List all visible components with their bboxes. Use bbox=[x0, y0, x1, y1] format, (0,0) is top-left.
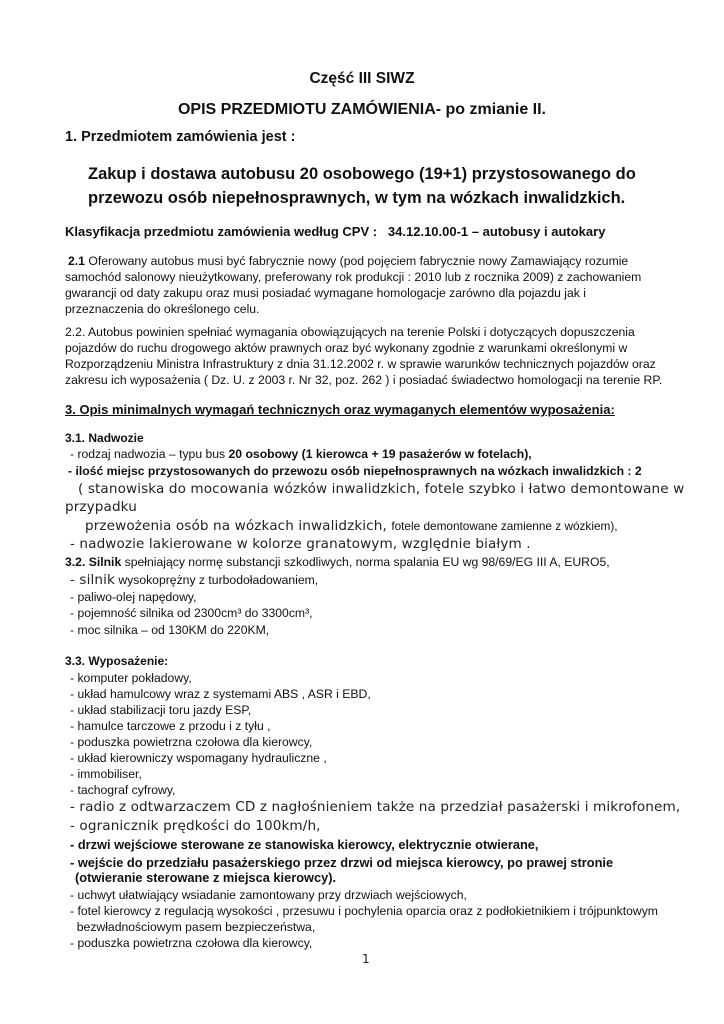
p21-line-1 bbox=[68, 253, 628, 269]
p22-line-1: 2.2. Autobus powinien spełniać wymagania obowiązujących na terenie Polski i dotyczących dopuszczenia bbox=[65, 325, 635, 339]
subject-line-2: przewozu osób niepełnosprawnych, w tym na wózkach inwalidzkich. bbox=[88, 189, 626, 207]
s33-item: - tachograf cyfrowy, bbox=[70, 783, 176, 797]
section1-heading: 1. Przedmiotem zamówienia jest : bbox=[65, 129, 296, 145]
s32-item1a: - silnik bbox=[70, 572, 115, 588]
p21-number: 2.1 bbox=[68, 254, 85, 268]
subject-line-1: Zakup i dostawa autobusu 20 osobowego (19+1) przystosowanego do bbox=[88, 165, 636, 183]
p22-line-2: pojazdów do ruchu drogowego aktów prawnych oraz być wykonany zgodnie z warunkami określonymi w bbox=[65, 341, 628, 355]
s32-item-capacity: - pojemność silnika od 2300cm³ do 3300cm³, bbox=[70, 606, 313, 620]
s32-line bbox=[65, 554, 610, 570]
s33-item-entry-line-1: - wejście do przedziału pasażerskiego przez drzwi od miejsca kierowcy, po prawej stronie bbox=[70, 855, 614, 870]
document-title: Część III SIWZ bbox=[309, 70, 415, 87]
s33-item-radio: - radio z odtwarzaczem CD z nagłośnieniem także na przedział pasażerski i mikrofonem, bbox=[70, 799, 681, 815]
p21-text-1: Oferowany autobus musi być fabrycznie nowy (pod pojęciem fabrycznie nowy Zamawiający rozumie bbox=[84, 254, 629, 268]
section3-heading: 3. Opis minimalnych wymagań technicznych oraz wymaganych elementów wyposażenia: bbox=[65, 402, 615, 417]
s33-item: - fotel kierowcy z regulacją wysokości , przesuwu i pochylenia oparcia oraz z podłokietnikiem i trójpunktowym bbox=[70, 904, 658, 918]
s31-item1-bold: 20 osobowy (1 kierowca + 19 pasażerów w fotelach), bbox=[228, 447, 532, 461]
s33-item: - komputer pokładowy, bbox=[70, 671, 192, 685]
s32-item1b: wysokoprężny z turbodoładowaniem, bbox=[114, 573, 319, 587]
s33-item: - układ hamulcowy wraz z systemami ABS , ASR i EBD, bbox=[70, 687, 371, 701]
s31-item-body-type bbox=[70, 446, 532, 462]
s31-item-paint: - nadwozie lakierowane w kolorze granatowym, względnie białym . bbox=[70, 536, 531, 552]
p21-line-4: przeznaczenia do określonego celu. bbox=[65, 302, 260, 316]
s32-item-fuel: - paliwo-olej napędowy, bbox=[70, 590, 197, 604]
p21-line-2: samochód salonowy nieużytkowany, preferowany rok produkcji : 2010 lub z rocznika 2009) z zachowaniem bbox=[65, 270, 642, 284]
s33-item-entry-line-2: (otwieranie sterowane z miejsca kierowcy). bbox=[75, 870, 337, 885]
s33-heading: 3.3. Wyposażenie: bbox=[65, 654, 169, 668]
s31-item1-prefix: - rodzaj nadwozia – typu bus bbox=[70, 447, 229, 461]
p22-line-3: Rozporządzeniu Ministra Infrastruktury z dnia 31.12.2002 r. w sprawie warunków technicznych pojazdów oraz bbox=[65, 357, 656, 371]
s31-item3-line-2: przypadku bbox=[65, 499, 137, 515]
document-subtitle: OPIS PRZEDMIOTU ZAMÓWIENIA- po zmianie II. bbox=[177, 101, 546, 118]
page-number: 1 bbox=[362, 952, 370, 966]
p22-line-4: zakresu ich wyposażenia ( Dz. U. z 2003 r. Nr 32, poz. 262 ) i posiadać świadectwo homologacji na terenie RP. bbox=[65, 373, 663, 387]
cpv-line bbox=[65, 224, 605, 239]
s33-item: - układ stabilizacji toru jazdy ESP, bbox=[70, 703, 252, 717]
s33-item: - poduszka powietrzna czołowa dla kierowcy, bbox=[70, 735, 313, 749]
s32-item-engine bbox=[70, 571, 318, 589]
s33-item: - hamulce tarczowe z przodu i z tyłu , bbox=[70, 719, 271, 733]
s32-intro: spełniający normę substancji szkodliwych, norma spalania EU wg 98/69/EG III A, EURO5, bbox=[121, 555, 610, 569]
s33-item: - immobiliser, bbox=[70, 767, 142, 781]
s33-item: - układ kierowniczy wspomagany hydrauliczne , bbox=[70, 751, 327, 765]
s31-item3-line-1: ( stanowiska do mocowania wózków inwalidzkich, fotele szybko i łatwo demontowane w bbox=[78, 481, 685, 497]
s33-item-limiter: - ogranicznik prędkości do 100km/h, bbox=[70, 818, 321, 834]
s31-item3-line-3a: przewożenia osób na wózkach inwalidzkich, bbox=[85, 518, 392, 534]
s32-heading: 3.2. Silnik bbox=[65, 555, 122, 569]
s32-item-power: - moc silnika – od 130KM do 220KM, bbox=[70, 623, 270, 637]
s33-item-doors: - drzwi wejściowe sterowane ze stanowiska kierowcy, elektrycznie otwierane, bbox=[70, 837, 539, 852]
s31-heading: 3.1. Nadwozie bbox=[65, 431, 144, 445]
cpv-label: Klasyfikacja przedmiotu zamówienia według CPV : bbox=[65, 224, 378, 239]
s31-item3-line-3b: fotele demontowane zamienne z wózkiem), bbox=[391, 519, 618, 533]
s33-item: - poduszka powietrzna czołowa dla kierowcy, bbox=[70, 936, 313, 950]
cpv-code: 34.12.10.00-1 – autobusy i autokary bbox=[387, 224, 606, 239]
s31-item3-line-3 bbox=[85, 517, 618, 535]
s33-item: - uchwyt ułatwiający wsiadanie zamontowany przy drzwiach wejściowych, bbox=[70, 888, 467, 902]
s31-item-wheelchair-places: - ilość miejsc przystosowanych do przewozu osób niepełnosprawnych na wózkach inwalidzkich : 2 bbox=[68, 464, 642, 478]
p21-line-3: gwarancji od daty zakupu oraz musi posiadać wymagane homologacje zarówno dla pojazdu jak i bbox=[65, 286, 586, 300]
s33-item: bezwładnościowym pasem bezpieczeństwa, bbox=[70, 920, 316, 934]
